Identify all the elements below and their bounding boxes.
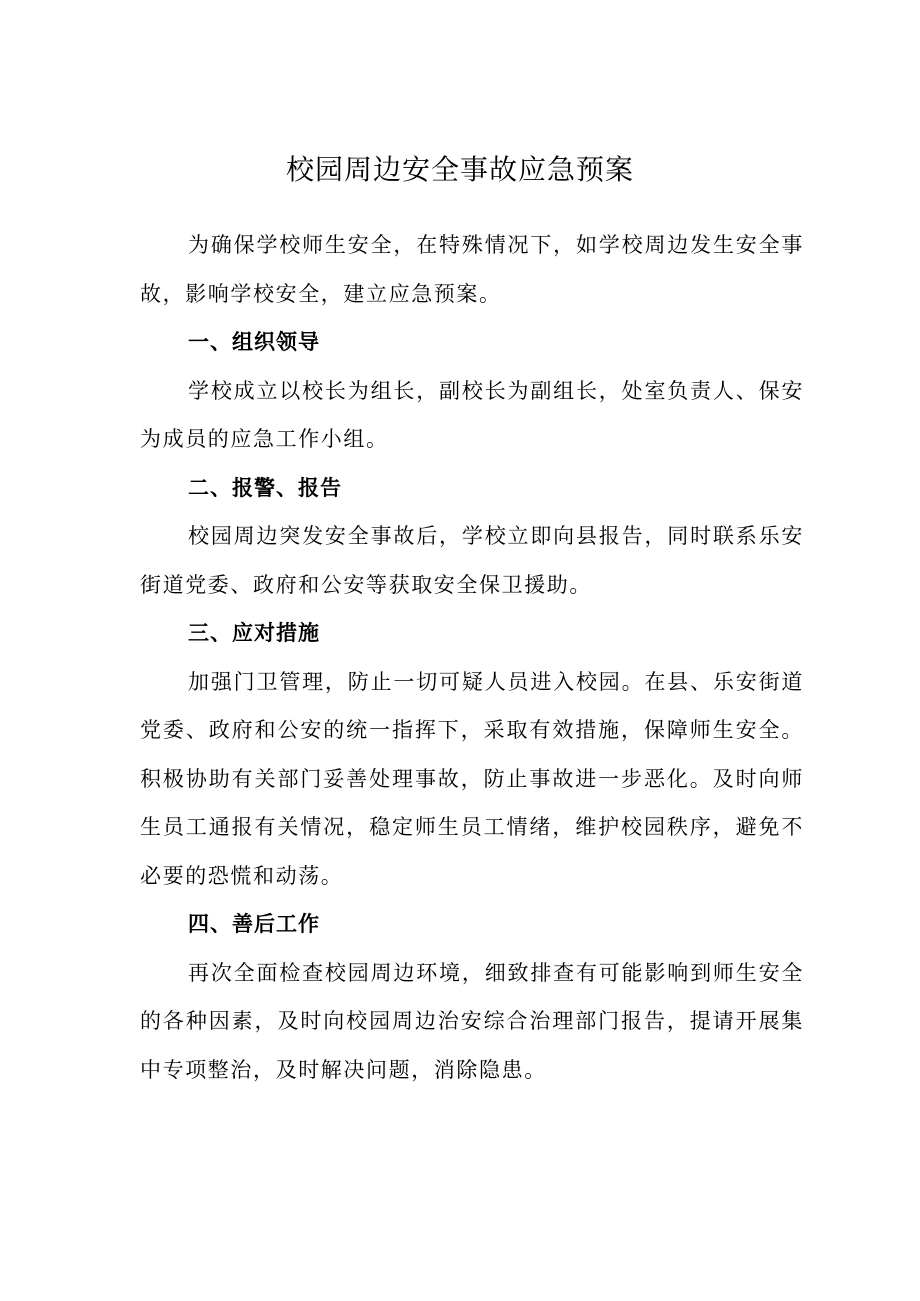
section-heading-report: 二、报警、报告 [188, 475, 342, 500]
section-heading-aftermath: 四、善后工作 [188, 912, 320, 936]
intro-paragraph: 为确保学校师生安全，在特殊情况下，如学校周边发生安全事故，影响学校安全，建立应急预案。 [140, 233, 804, 306]
document-title: 校园周边安全事故应急预案 [285, 153, 634, 186]
section-heading-organization: 一、组织领导 [188, 330, 320, 354]
section-text-organization: 学校成立以校长为组长，副校长为副组长，处室负责人、保安为成员的应急工作小组。 [140, 378, 804, 451]
section-text-aftermath: 再次全面检查校园周边环境，细致排查有可能影响到师生安全的各种因素，及时向校园周边治安综合治理部门报告，提请开展集中专项整治，及时解决问题，消除隐患。 [140, 960, 804, 1082]
document-body [140, 221, 804, 1094]
section-text-report: 校园周边突发安全事故后，学校立即向县报告，同时联系乐安街道党委、政府和公安等获取安全保卫援助。 [140, 524, 804, 597]
section-text-measures: 加强门卫管理，防止一切可疑人员进入校园。在县、乐安街道党委、政府和公安的统一指挥下，采取有效措施，保障师生安全。积极协助有关部门妥善处理事故，防止事故进一步恶化。及时向师生员工通报有关情况，稳定师生员工情绪，维护校园秩序，避免不必要的恐慌和动荡。 [140, 669, 804, 888]
section-heading-measures: 三、应对措施 [188, 621, 320, 645]
